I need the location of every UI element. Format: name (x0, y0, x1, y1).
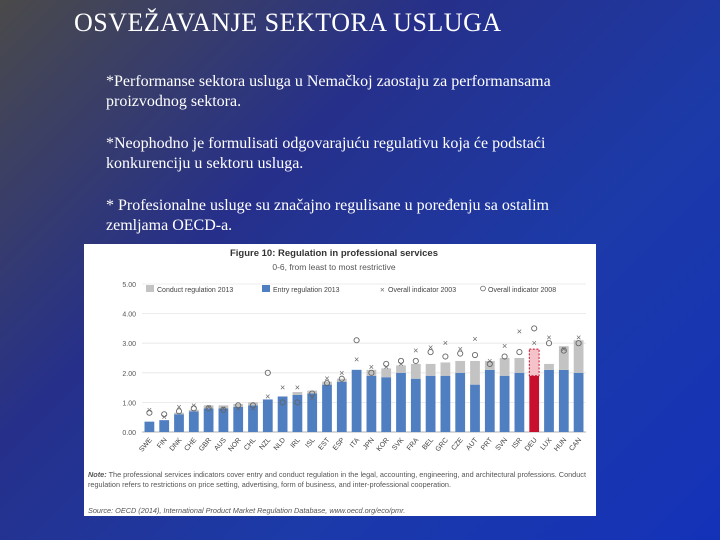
bar-entry (441, 376, 451, 432)
x-tick-label: ISL (304, 436, 317, 450)
bar-entry (500, 376, 510, 432)
bar-entry (559, 370, 569, 432)
marker-overall-2008 (517, 349, 522, 354)
marker-overall-2008 (532, 326, 537, 331)
x-tick-label: EST (317, 436, 332, 452)
marker-overall-2003: × (442, 338, 449, 349)
bar-entry (544, 370, 554, 432)
marker-overall-2003: × (383, 361, 389, 372)
figure-note (88, 470, 588, 490)
legend-swatch-entry (262, 285, 270, 292)
marker-overall-2003: × (279, 382, 286, 393)
x-tick-label: FRA (405, 436, 421, 453)
bar-entry (367, 376, 377, 432)
x-tick-label: CZE (450, 436, 465, 453)
bar-conduct (426, 364, 436, 376)
legend-label: Overall indicator 2003 (388, 287, 457, 294)
y-tick-label: 5.00 (122, 282, 136, 289)
x-tick-label: GRC (434, 436, 450, 454)
marker-overall-2003: × (427, 342, 434, 353)
marker-overall-2003: × (413, 345, 419, 356)
bar-entry (411, 379, 421, 432)
x-tick-label: FIN (156, 436, 169, 450)
y-tick-label: 1.00 (122, 400, 136, 408)
bar-entry (174, 414, 184, 432)
note-text: The professional services indicators cover entry and conduct regulation in the legal, accounting, engineering, and architectural professions. Conduct regulation refers to restrictions on price setting, advertising, form of business, and inter-professional cooperation. (88, 470, 586, 489)
marker-overall-2008 (354, 338, 359, 343)
y-tick-label: 3.00 (122, 341, 136, 349)
x-tick-label: ESP (331, 436, 347, 453)
marker-overall-2003: × (457, 344, 463, 355)
x-tick-label: DNK (168, 436, 184, 453)
bar-conduct (470, 361, 480, 385)
marker-overall-2003: × (294, 382, 301, 393)
legend-swatch-conduct (146, 285, 154, 292)
legend-marker-o (481, 286, 486, 291)
bar-entry (574, 373, 584, 432)
marker-overall-2003: × (575, 332, 582, 343)
marker-overall-2003: × (205, 401, 212, 412)
marker-overall-2003: × (161, 412, 167, 423)
marker-overall-2003: × (309, 392, 315, 403)
marker-overall-2003: × (368, 361, 375, 372)
x-tick-label: SVN (494, 436, 510, 453)
bar-entry (145, 422, 155, 432)
marker-overall-2003: × (176, 401, 182, 412)
bullet-item: * Profesionalne usluge su značajno regulisane u poređenju sa ostalim zemljama OECD-a. (106, 197, 549, 234)
x-tick-label: ISR (511, 436, 524, 451)
x-tick-label: CHE (183, 436, 199, 453)
bar-entry (396, 373, 406, 432)
x-axis-labels (138, 436, 583, 453)
x-tick-label: SVK (391, 436, 406, 453)
bar-entry (189, 411, 199, 432)
marker-overall-2003: × (501, 341, 508, 352)
marker-overall-2003: × (353, 354, 360, 365)
bar-conduct (529, 349, 539, 376)
bar-entry (293, 395, 303, 432)
x-tick-label: BEL (421, 436, 436, 452)
marker-overall-2003: × (191, 400, 197, 411)
chart-title: Figure 10: Regulation in professional services (229, 248, 439, 259)
x-tick-label: JPN (362, 436, 376, 452)
marker-overall-2008 (472, 352, 477, 357)
x-tick-label: PRT (480, 436, 495, 452)
bar-conduct (515, 358, 525, 373)
marker-overall-2008 (443, 354, 448, 359)
bar-conduct (411, 364, 421, 379)
y-tick-label: 0.00 (122, 430, 136, 437)
x-tick-label: AUS (213, 436, 228, 453)
marker-overall-2003: × (516, 326, 523, 337)
x-tick-label: CHL (243, 436, 258, 453)
x-tick-label: HUN (553, 436, 569, 453)
legend-label: Conduct regulation 2013 (157, 287, 234, 294)
regulation-chart (84, 244, 596, 470)
bar-entry (485, 370, 495, 432)
bullet-item: *Performanse sektora usluga u Nemačkoj zaostaju za performansama proizvodnog sektora. (106, 73, 551, 110)
bar-entry (426, 376, 436, 432)
marker-overall-2003: × (339, 367, 345, 378)
y-tick-label: 4.00 (122, 311, 136, 319)
x-tick-label: ITA (349, 436, 362, 450)
x-tick-label: NLD (272, 436, 288, 453)
x-tick-label: IRL (289, 436, 302, 450)
bar-entry (337, 382, 347, 432)
marker-overall-2008 (413, 358, 418, 363)
bar-conduct (455, 361, 465, 373)
figure-source: Source: OECD (2014), International Product Market Regulation Database, www.oecd.org/eco/pmr. (88, 506, 406, 515)
chart-legend (146, 285, 556, 295)
x-tick-label: AUT (465, 436, 480, 453)
chart-subtitle: 0-6, from least to most restrictive (272, 262, 396, 272)
marker-overall-2003: × (250, 403, 256, 414)
bar-entry (455, 373, 465, 432)
x-tick-label: NOR (227, 436, 243, 454)
x-tick-label: CAN (568, 436, 584, 453)
marker-overall-2003: × (561, 344, 567, 355)
x-tick-label: LUX (539, 436, 554, 452)
marker-overall-2003: × (398, 358, 404, 369)
bar-entry (263, 399, 273, 432)
bar-entry (352, 370, 362, 432)
x-tick-label: SWE (138, 436, 154, 454)
note-label: Note: (88, 470, 107, 479)
x-tick-label: GBR (198, 436, 214, 453)
bar-conduct (500, 358, 510, 376)
marker-overall-2003: × (531, 338, 537, 349)
x-tick-label: DEU (523, 436, 539, 453)
bullet-list (106, 72, 576, 258)
marker-overall-2003: × (265, 391, 271, 402)
legend-label: Overall indicator 2008 (488, 287, 557, 294)
bullet-item: *Neophodno je formulisati odgovarajuću regulativu koja će podstaći konkurenciju u sektoru usluga. (106, 135, 546, 172)
bar-entry (470, 385, 480, 432)
x-tick-label: NZL (258, 436, 273, 452)
marker-overall-2003: × (546, 332, 552, 343)
marker-overall-2003: × (324, 373, 330, 384)
bar-entry (204, 408, 214, 432)
bar-entry (381, 377, 391, 432)
legend-marker-x: × (380, 285, 385, 295)
figure-image (84, 244, 596, 516)
marker-overall-2003: × (487, 355, 493, 366)
bar-entry (278, 396, 288, 432)
x-tick-label: KOR (375, 436, 391, 453)
legend-label: Entry regulation 2013 (273, 287, 340, 294)
bar-conduct (574, 340, 584, 373)
marker-overall-2003: × (472, 333, 478, 344)
bar-entry (322, 385, 332, 432)
y-tick-label: 2.00 (122, 370, 136, 378)
bar-conduct (544, 364, 554, 370)
marker-overall-2003: × (146, 404, 153, 415)
marker-overall-2003: × (220, 403, 227, 414)
marker-overall-2003: × (235, 403, 241, 414)
slide-title: OSVEŽAVANJE SEKTORA USLUGA (74, 8, 502, 37)
bar-conduct (441, 362, 451, 375)
bar-entry (515, 373, 525, 432)
bar-entry (529, 376, 539, 432)
